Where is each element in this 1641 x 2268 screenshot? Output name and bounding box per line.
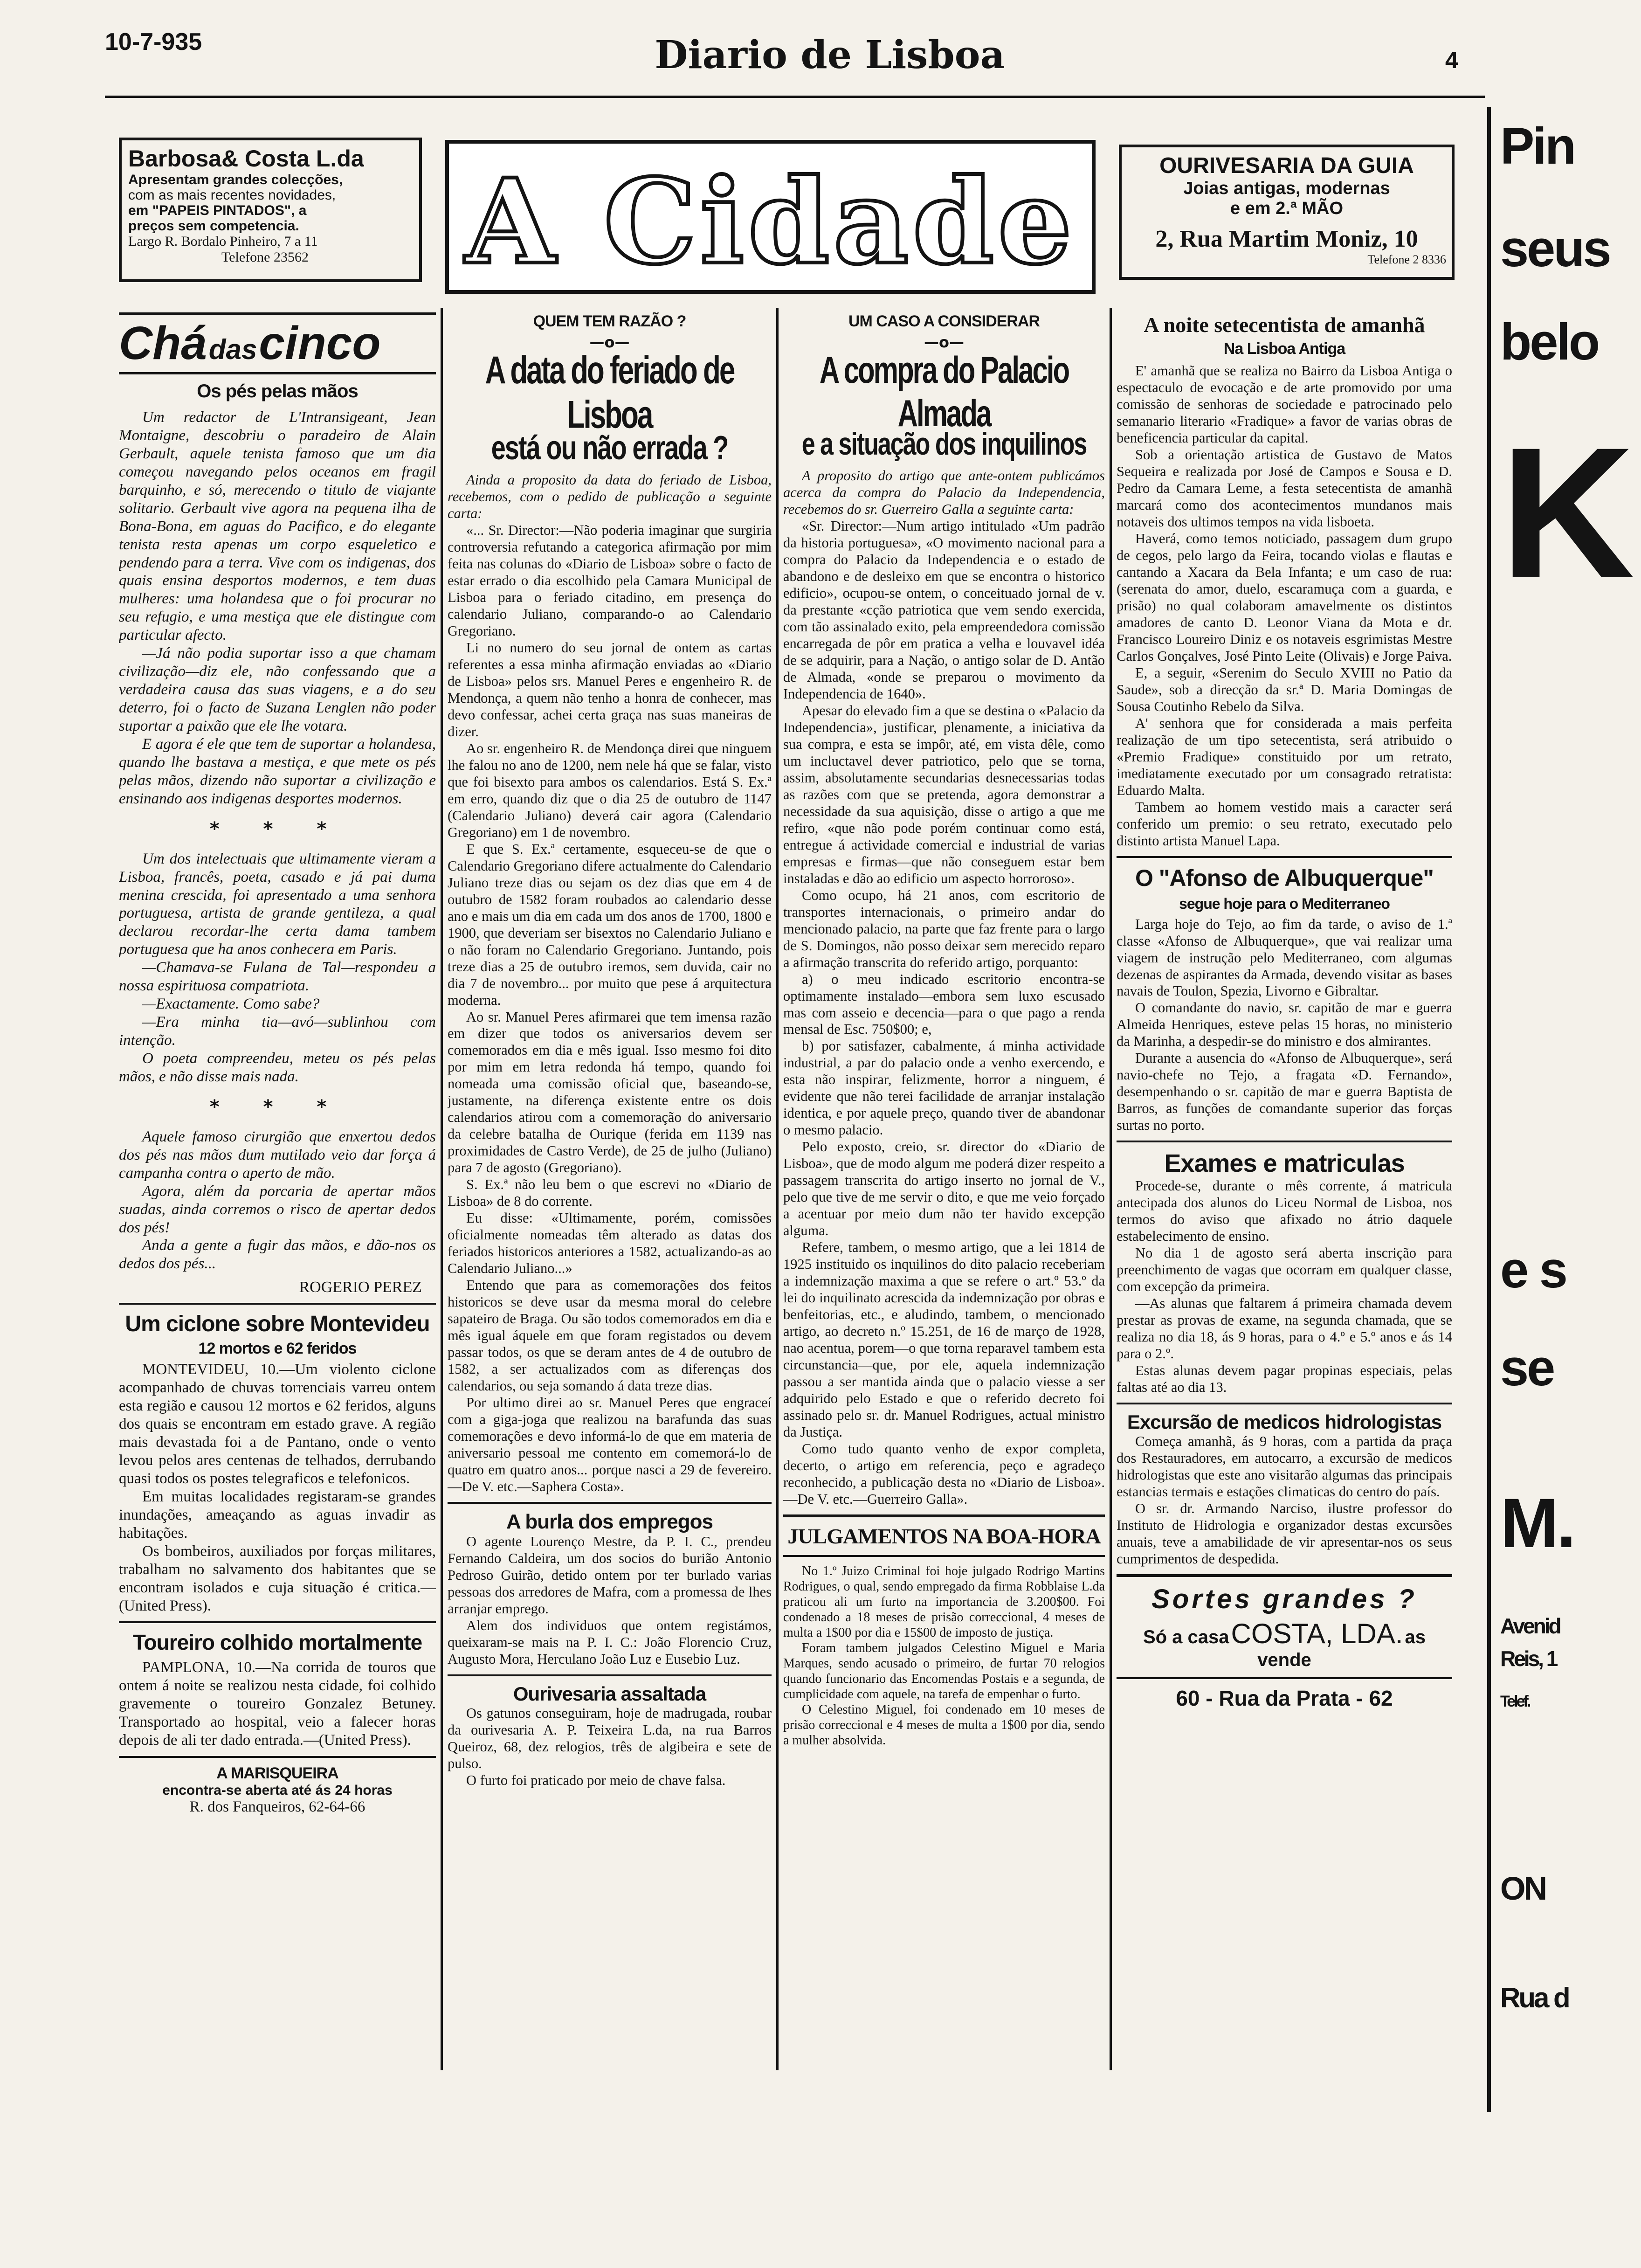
divider xyxy=(1117,1403,1452,1404)
column-rule xyxy=(1110,308,1112,2070)
title-cha: Chá xyxy=(119,317,207,369)
feriado-paragraph: S. Ex.ª não leu bem o que escrevi no «Diario de Lisboa» de 8 do corrente. xyxy=(448,1176,772,1210)
julgamentos-paragraph: Foram tambem julgados Celestino Miguel e Maria Marques, sendo acusado o primeiro, de furtar 70 relogios quando funcionario das Encomendas Postais e a segunda, de cumplicidade com aquele, na tarefa de empenhar o furto. xyxy=(783,1641,1105,1702)
palacio-paragraph: Refere, tambem, o mesmo artigo, que a lei 1814 de 1925 instituido os inquilinos do dito palacio receberiam a indemnização maxima a que se refere o art.º 53.º da lei do inquilinato acrescida da indemnização por obras e benfeitorias, etc., e aludindo, tambem, o mencionado artigo, ao decreto n.º 15.251, de 16 de março de 1928, nao acentua, porem—o que torna reparavel tambem esta circunstancia—que, por ele, aquela indemnização passou a ser mantida ainda que o palacio viesse a ser adquirido pelo Estado e que o referido decreto foi assinado pelo sr. dr. Manuel Rodrigues, actual ministro da Justiça. xyxy=(783,1239,1105,1440)
strip-fragment: Rua d xyxy=(1500,1982,1569,2013)
ourivesaria-paragraph: Os gatunos conseguiram, hoje de madrugada, roubar da ourivesaria A. P. Teixeira L.da, na rua Barros Queiroz, 68, dez relogios, três de algibeira e sete de pulso. xyxy=(448,1705,772,1771)
ad-ourivesaria-line1: Joias antigas, modernas xyxy=(1183,179,1390,198)
ourivesaria-paragraph: O furto foi praticado por meio de chave falsa. xyxy=(466,1772,726,1788)
cha-paragraph: E agora é ele que tem de suportar a holandesa, quando lhe bastava a mestiça, e que mete os pés pelas mãos, dizendo não suportar a civilização e ensinando aos indigenas desportes modernos. xyxy=(119,735,436,807)
divider xyxy=(1117,856,1452,858)
feriado-paragraph: Entendo que para as comemorações dos feitos historicos se deve usar da mesma moral do celebre sapateiro de Braga. Ou são todos comemorados em dia e mês igual áquele em que foram registados ou devem passar todos, os que se deram antes de 4 de outubro de 1582, a ser actualizados com as diferenças dos calendarios, ou seja somando á data treze dias. xyxy=(448,1277,772,1394)
feriado-intro: Ainda a proposito da data do feriado de Lisboa, recebemos, com o pedido de publicação a seguinte carta: xyxy=(448,472,772,521)
excursao-headline: Excursão de medicos hidrologistas xyxy=(1127,1411,1442,1433)
section-stars: * * * xyxy=(209,818,345,840)
cha-paragraph: Anda a gente a fugir das mãos, e dão-nos os dedos dos pés... xyxy=(119,1237,436,1272)
noite-paragraph: Tambem ao homem vestido mais a caracter será conferido um premio: o seu retrato, executado pelo distinto artista Manuel Lapa. xyxy=(1117,799,1452,849)
exames-paragraph: Procede-se, durante o mês corrente, á matricula antecipada dos alunos do Liceu Normal de Lisboa, nos termos do aviso que afixado no átrio daquele estabelecimento de ensino. xyxy=(1117,1178,1452,1245)
noite-paragraph: E' amanhã que se realiza no Bairro da Lisboa Antiga o espectaculo de evocação e de arte promovido por uma comissão de senhoras de sociedade e patrocinado pelo semanario literario «Fradique» a favor de varias obras de beneficencia particular da capital. xyxy=(1117,363,1452,446)
marisqueira-address: R. dos Fanqueiros, 62-64-66 xyxy=(189,1798,365,1816)
section-stars: * * * xyxy=(209,1096,345,1118)
ad-barbosa-line: com as mais recentes novidades, xyxy=(128,187,336,203)
column-3 xyxy=(783,312,1105,2075)
header-rule xyxy=(105,96,1485,98)
strip-fragment: ON xyxy=(1500,1870,1545,1907)
palacio-paragraph: Pelo exposto, creio, sr. director do «Diario de Lisboa», que de modo algum me poderá dizer respeito a passagem transcrita do artigo inserto no jornal de V., pelo que tive de me servir o dito, e que me veio forçado a acentuar por meio dum não ter havido excepção alguma. xyxy=(783,1139,1105,1239)
marisqueira-line: encontra-se aberta até ás 24 horas xyxy=(162,1783,393,1798)
palacio-kicker: UM CASO A CONSIDERAR xyxy=(848,312,1040,330)
masthead-text: A Cidade xyxy=(465,153,1076,290)
ciclone-paragraph: Os bombeiros, auxiliados por forças militares, trabalham no salvamento dos habitantes que se encontram isolados e cuja situação é critica.—(United Press). xyxy=(119,1542,436,1614)
title-cinco: cinco xyxy=(259,317,381,369)
divider xyxy=(1117,1574,1452,1577)
column-4 xyxy=(1117,312,1452,2075)
ad-barbosa-name: Barbosa& Costa L.da xyxy=(128,145,364,172)
ad-barbosa-line: Apresentam grandes colecções, xyxy=(128,172,343,187)
feriado-paragraph: Por ultimo direi ao sr. Manuel Peres que engraceí com a giga-joga que realizou na barafunda das suas comemorações e devo informá-lo de que em materia de aniversario pessoal me contento em comemorá-lo de quatro em quatro anos... porque nasci a 29 de fevereiro.—De V. etc.—Saphera Costa». xyxy=(448,1395,772,1495)
afonso-headline: O "Afonso de Albuquerque" xyxy=(1135,864,1434,891)
noite-paragraph: A' senhora que for considerada a mais perfeita realização de um tipo setecentista, será atribuido o «Premio Fradique» constituido por um retrato, imediatamente executado por um consagrado retratista: Eduardo Malta. xyxy=(1117,715,1452,798)
ad-ourivesaria-guia xyxy=(1119,145,1455,280)
sortes-line xyxy=(1117,1618,1452,1671)
ciclone-subheadline: 12 mortos e 62 feridos xyxy=(198,1340,357,1358)
palacio-paragraph: a) o meu indicado escritorio encontra-se optimamente instalado—embora sem luxo escusado mas com asseio e decencia—para o que pago a renda mensal de Esc. 750$00; e, xyxy=(783,971,1105,1037)
noite-paragraph: Sob a orientação artistica de Gustavo de Matos Sequeira e realizada por José de Campos e Sousa e D. Pedro da Camara Leme, a festa setecentista de amanhã marcará como dos acontecimentos mundanos mais notaveis dos ultimos tempos na vida lisboeta. xyxy=(1117,446,1452,530)
ad-ourivesaria-line2: e em 2.ª MÃO xyxy=(1230,199,1344,218)
divider xyxy=(119,1756,436,1758)
palacio-headline: A compra do Palacio Almada xyxy=(819,349,1069,435)
strip-fragment: Pin xyxy=(1500,118,1575,175)
issue-date: 10-7-935 xyxy=(105,28,202,55)
ad-barbosa-line: preços sem competencia. xyxy=(128,218,299,234)
ornament: —o— xyxy=(589,333,630,351)
ad-barbosa-costa xyxy=(119,138,422,282)
afonso-paragraph: Larga hoje do Tejo, ao fim da tarde, o aviso de 1.ª classe «Afonso de Albuquerque», que vai realizar uma viagem de instrução pelo Mediterraneo, com algumas dezenas de aspirantes da Armada, devendo visitar as bases navais de Toulon, Spezia, Livorno e Gibraltar. xyxy=(1117,916,1452,999)
sortes-line-b: COSTA, LDA. xyxy=(1231,1618,1403,1650)
feriado-paragraph: «... Sr. Director:—Não poderia imaginar que surgiria controversia refutando a categorica afirmação por mim feita nas colunas do «Diario de Lisboa» sobre o facto de estar errado o dia escolhido pela Camara Municipal de Lisboa para o feriado citadino, em presença do calendario Juliano, comparando-o ao Calendario Gregoriano. xyxy=(448,522,772,639)
cha-paragraph: —Já não podia suportar isso a que chamam civilização—diz ele, não confessando que a verdadeira causa das suas viagens, e a do seu deterro, foi o facto de Suzana Lenglen não poder suportar a paixão que ele lhe votara. xyxy=(119,645,436,734)
divider xyxy=(1117,1677,1452,1679)
cha-paragraph: Aquele famoso cirurgião que enxertou dedos dos pés nas mãos dum mutilado veio dar força á campanha contra o aperto de mão. xyxy=(119,1128,436,1182)
burla-headline: A burla dos empregos xyxy=(506,1510,713,1534)
excursao-paragraph: O sr. dr. Armando Narciso, ilustre professor do Instituto de Hidrologia e organizador destas excursões anuais, teve a amabilidade de vir apresentar-nos os seus cumprimentos de despedida. xyxy=(1117,1500,1452,1567)
cha-paragraph: —Chamava-se Fulana de Tal—respondeu a nossa espirituosa compatriota. xyxy=(119,959,436,995)
palacio-headline-2: e a situação dos inquilinos xyxy=(801,427,1087,462)
ad-barbosa-address: Largo R. Bordalo Pinheiro, 7 a 11 xyxy=(128,234,318,249)
divider xyxy=(1117,1141,1452,1142)
ad-ourivesaria-name: OURIVESARIA DA GUIA xyxy=(1159,153,1414,178)
feriado-paragraph: Eu disse: «Ultimamente, porém, comissões oficialmente nomeadas têm alterado as datas dos feriados historicos anteriores a 1582, actualizando-as ao Calendario Juliano...» xyxy=(448,1210,772,1277)
column-rule xyxy=(441,308,443,2070)
strip-fragment: se xyxy=(1500,1339,1554,1397)
afonso-paragraph: O comandante do navio, sr. capitão de mar e guerra Almeida Henriques, esteve pelas 15 horas, no ministerio da Marinha, a despedir-se do ministro e dos almirantes. xyxy=(1117,1000,1452,1050)
palacio-paragraph: Como ocupo, há 21 anos, com escritorio de transportes internacionais, o primeiro andar do mencionado palacio, na parte que faz frente para o largo de S. Domingos, não posso deixar sem merecido reparo a afirmação transcrita do referido artigo, porquanto: xyxy=(783,887,1105,970)
palacio-paragraph: b) por satisfazer, cabalmente, á minha actividade industrial, a par do palacio onde a venho exercendo, e esta não inspirar, felizmente, horror a ninguem, é evidente que não terei facilidade de arranjar instalação identica, e por aquele preço, quando tiver de abandonar o mesmo palacio. xyxy=(783,1038,1105,1138)
cha-das-cinco-title xyxy=(119,312,436,374)
divider xyxy=(448,1674,772,1676)
divider xyxy=(783,1555,1105,1557)
column-1 xyxy=(119,312,436,2075)
cha-paragraph: Um dos intelectuais que ultimamente vieram a Lisboa, francês, poeta, casado e já pai duma menina crescida, foi apresentado a uma senhora portuguesa, artista de grande gentileza, a qual declarou recordar-lhe certa dama tambem portuguesa que ha anos conhecera em Paris. xyxy=(119,850,436,958)
marisqueira-name: A MARISQUEIRA xyxy=(216,1764,338,1783)
toureiro-headline: Toureiro colhido mortalmente xyxy=(132,1630,422,1655)
feriado-kicker: QUEM TEM RAZÃO ? xyxy=(533,312,686,330)
strip-fragment: seus xyxy=(1500,220,1610,277)
feriado-paragraph: Ao sr. Manuel Peres afirmarei que tem imensa razão em dizer que todos os aniversarios devem ser comemorados em dia e mês igual. Isso mesmo foi dito por mim em letra redonda há tempo, quando foi nomeada uma comissão oficial que, baseando-se, justamente, na diferença existente entre os dois calendarios atirou com a comemoração do aniversario da celebre batalha de Ourique (ferida em 1139 nas proximidades de Castro Verde), de 25 de julho (Juliano) para 7 de agosto (Gregoriano). xyxy=(448,1009,772,1176)
palacio-intro: A proposito do artigo que ante-ontem publicámos acerca da compra do Palacio da Independencia, recebemos do sr. Guerreiro Galla a seguinte carta: xyxy=(783,468,1105,517)
strip-fragment: Reis, 1 xyxy=(1500,1646,1557,1671)
adjacent-page-strip xyxy=(1487,107,1641,2112)
julgamentos-paragraph: No 1.º Juizo Criminal foi hoje julgado Rodrigo Martins Rodrigues, o qual, sendo empregado da firma Robblaise L.da praticou ali um furto na importancia de 3.200$00. Foi condenado a 18 meses de prisão correccional, 4 meses de multa a 1$00 por dia e 15$00 de imposto de justiça. xyxy=(783,1564,1105,1640)
strip-fragment: Avenid xyxy=(1500,1614,1560,1638)
column-rule xyxy=(776,308,779,2070)
noite-headline: A noite setecentista de amanhã xyxy=(1144,313,1425,337)
newspaper-title: Diario de Lisboa xyxy=(655,33,1005,77)
ad-barbosa-phone: Telefone 23562 xyxy=(221,249,309,265)
divider xyxy=(783,1514,1105,1517)
sortes-line-c: as vende xyxy=(1257,1627,1426,1671)
cha-signature: ROGERIO PEREZ xyxy=(299,1279,422,1296)
exames-paragraph: Estas alunas devem pagar propinas especiais, pelas faltas até ao dia 13. xyxy=(1117,1362,1452,1396)
noite-subheadline: Na Lisboa Antiga xyxy=(1223,340,1345,358)
burla-paragraph: O agente Lourenço Mestre, da P. I. C., prendeu Fernando Caldeira, um dos socios do burião Antonio Pedroso Guirão, detido ontem por ter burlado varias pessoas dos arredores de Mafra, com a promessa de lhes arranjar emprego. xyxy=(448,1534,772,1617)
exames-headline: Exames e matriculas xyxy=(1164,1149,1405,1178)
sortes-line-a: Só a casa xyxy=(1143,1627,1229,1648)
palacio-paragraph: Como tudo quanto venho de expor completa, decerto, o artigo em referencia, peço e agradeço reconhecido, a publicação desta no «Diario de Lisboa».—De V. etc.—Guerreiro Galla». xyxy=(783,1441,1105,1507)
strip-fragment: belo xyxy=(1500,313,1599,371)
page-number: 4 xyxy=(1445,47,1458,73)
strip-fragment: M. xyxy=(1500,1484,1574,1562)
afonso-paragraph: Durante a ausencia do «Afonso de Albuquerque», será navio-chefe no Tejo, a fragata «D. Fernando», desempenhando o sr. capitão de mar e guerra Baptista de Barros, as funções de comandante superior das forças surtas no porto. xyxy=(1117,1050,1452,1134)
ornament: —o— xyxy=(924,333,964,351)
feriado-paragraph: Li no numero do seu jornal de ontem as cartas referentes a essa minha afirmação enviadas ao «Diario de Lisboa» pelos srs. Manuel Peres e engenheiro R. de Mendonça, a quem não tenho a honra de conhecer, mas devo confessar, achei certa graça nas suas maneiras de dizer. xyxy=(448,639,772,740)
excursao-paragraph: Começa amanhã, ás 9 horas, com a partida da praça dos Restauradores, em autocarro, a excursão de medicos hidrologistas que este ano visitarão algumas das principais estancias termais e estações climaticas do centro do país. xyxy=(1117,1433,1452,1500)
divider xyxy=(448,1502,772,1504)
feriado-paragraph: E que S. Ex.ª certamente, esqueceu-se de que o Calendario Gregoriano difere actualmente do Calendario Juliano treze dias ou sejam os dez dias que em 4 de outubro de 1582 foram roubados ao calendario desse ano e mais um dia em cada um dos anos de 1700, 1800 e 1900, que deveriam ser bisextos no Calendario Juliano e o não foram no Calendario Gregoriano. Juntando, pois treze dias a 25 de outubro iremos, sem duvida, cair no dia 7 de novembro... por muito que pese á arquitectura moderna. xyxy=(448,841,772,1008)
ad-ourivesaria-phone: Telefone 2 8336 xyxy=(1367,253,1446,266)
ciclone-paragraph: MONTEVIDEU, 10.—Um violento ciclone acompanhado de chuvas torrenciais varreu ontem esta região e causou 12 mortos e 62 feridos, alguns dos quais se encontram em estado grave. A região mais devastada foi a de Pantano, onde o vento levou pelos ares centenas de telhados, derrubando quasi todos os postes telegraficos e telefonicos. xyxy=(119,1361,436,1487)
palacio-paragraph: «Sr. Director:—Num artigo intitulado «Um padrão da historia portuguesa», «O movimento nacional para a compra do Palacio da Independencia e o estado de abandono e de desleixo em que se encontra o historico edificio», ocupou-se ontem, o conceituado jornal de v. da prestante «cção patriotica que vem sendo exercida, com tão assinalado exito, pela empreendedora comissão encarregada de pôr em pratica a velha e louvavel idéa de se adquirir, para a Nação, o antigo solar de D. Antão de Almada, «onde se preparou o movimento da Independencia de 1640». xyxy=(783,518,1105,702)
cha-paragraph: Agora, além da porcaria de apertar mãos suadas, ainda corremos o risco de apertar dedos dos pés! xyxy=(119,1182,436,1236)
exames-paragraph: —As alunas que faltarem á primeira chamada devem prestar as provas de exame, na segunda chamada, que se realiza no dia 18, ás 9 horas, para o 4.º e 5.º anos e ás 14 para o 2.º. xyxy=(1117,1295,1452,1362)
ourivesaria-headline: Ourivesaria assaltada xyxy=(513,1682,706,1705)
cha-paragraph: O poeta compreendeu, meteu os pés pelas mãos, e não disse mais nada. xyxy=(119,1050,436,1085)
feriado-paragraph: Ao sr. engenheiro R. de Mendonça direi que ninguem lhe falou no ano de 1200, nem nele há que se falar, visto que foi bisexto para ambos os calendarios. Está S. Ex.ª em erro, quando diz que o dia 25 de outubro de 1147 (Calendario Juliano) deverá cair agora (Calendario Gregoriano) em 1 de novembro. xyxy=(448,740,772,840)
strip-fragment: Telef. xyxy=(1500,1693,1530,1710)
title-das: das xyxy=(208,334,257,365)
cha-paragraph: —Era minha tia—avó—sublinhou com intenção. xyxy=(119,1014,436,1049)
masthead-a-cidade xyxy=(445,140,1096,294)
feriado-headline: A data do feriado de Lisboa xyxy=(485,348,734,437)
strip-fragment: K xyxy=(1500,408,1633,617)
toureiro-paragraph: PAMPLONA, 10.—Na corrida de touros que ontem á noite se realizou nesta cidade, foi colhido gravemente o toureiro Gonzalez Betuney. Transportado ao hospital, veio a falecer horas depois de ali ter dado entrada.—(United Press). xyxy=(119,1659,436,1749)
divider xyxy=(119,1621,436,1623)
noite-paragraph: Haverá, como temos noticiado, passagem dum grupo de cegos, pelo largo da Feira, tocando violas e flautas e cantando a Xacara da Bela Infanta; e um caso de rua: (serenata do amor, duelo, escaramuça com a guarda, e prisão) no qual colaboram amavelmente os distintos amadores de canto D. Leonor Viana da Mota e dr. Francisco Loureiro Diniz e os notaveis esgrimistas Mestre Carlos Gonçalves, José Pinto Leite (Olivais) e Jorge Paiva. xyxy=(1117,530,1452,664)
palacio-paragraph: Apesar do elevado fim a que se destina o «Palacio da Independencia», justificar, plenamente, a iniciativa da sua compra, e esta se impôr, até, em vista dêle, como um incluctavel dever patriotico, pelo que se torna, assim, absolutamente secundarias desnecessarias todas as razões com que se pretenda, agora demonstrar a necessidade da sua aquisição, disse o artigo a que me refiro, «que não pode porém continuar como está, entregue á actividade comercial e industrial de varias empresas e firmas—que não conseguem estar bem instaladas e dão ao edificio um aspecto horroroso». xyxy=(783,702,1105,886)
ad-barbosa-line: em "PAPEIS PINTADOS", a xyxy=(128,203,307,218)
sortes-address: 60 - Rua da Prata - 62 xyxy=(1176,1686,1393,1711)
divider xyxy=(119,1303,436,1305)
cha-subtitle: Os pés pelas mãos xyxy=(197,381,358,401)
noite-paragraph: E, a seguir, «Serenim do Seculo XVIII no Patio da Saude», sob a direcção da sr.ª D. Maria Domingas de Sousa Coutinho Rebelo da Silva. xyxy=(1117,664,1452,714)
afonso-subheadline: segue hoje para o Mediterraneo xyxy=(1179,895,1390,912)
ciclone-headline: Um ciclone sobre Montevideu xyxy=(125,1312,430,1337)
cha-paragraph: Um redactor de L'Intransigeant, Jean Montaigne, descobriu o paradeiro de Alain Gerbault, aquele tenista famoso que um dia começou navegando pelos oceanos em fragil barquinho, e só, merecendo o titulo de viajante solitario. Gerbault vive agora na pequena ilha de Bona-Bona, em aguas do Pacifico, e do elegante tenista resta apenas um corpo esqueletico e pendendo para a terra. Vive com os indigenas, dos quais ensina desportos modernos, e tem duas mulheres: uma holandesa que o foi procurar no seu refugio, e uma mestiça que ele distingue com particular afecto. xyxy=(119,409,436,644)
sortes-headline: Sortes grandes ? xyxy=(1151,1584,1417,1615)
cha-paragraph: —Exactamente. Como sabe? xyxy=(142,996,320,1013)
strip-fragment: e s xyxy=(1500,1241,1566,1299)
ciclone-paragraph: Em muitas localidades registaram-se grandes inundações, ameaçando as aguas invadir as habitações. xyxy=(119,1488,436,1542)
column-2 xyxy=(448,312,772,2075)
julgamentos-paragraph: O Celestino Miguel, foi condenado em 10 meses de prisão correccional e 4 meses de multa a 1$00 por dia, sendo a mulher absolvida. xyxy=(783,1702,1105,1748)
feriado-headline-2: está ou não errada ? xyxy=(491,428,728,467)
julgamentos-headline: JULGAMENTOS NA BOA-HORA xyxy=(787,1524,1101,1549)
burla-paragraph: Alem dos individuos que ontem registámos, queixaram-se mais na P. I. C.: João Florencio Cruz, Augusto Mora, Herculano João Luz e Eusebio Luz. xyxy=(448,1617,772,1667)
exames-paragraph: No dia 1 de agosto será aberta inscrição para preenchimento de vagas que ocorram em qualquer classe, com excepção da primeira. xyxy=(1117,1245,1452,1295)
ad-ourivesaria-address: 2, Rua Martim Moniz, 10 xyxy=(1155,226,1418,252)
